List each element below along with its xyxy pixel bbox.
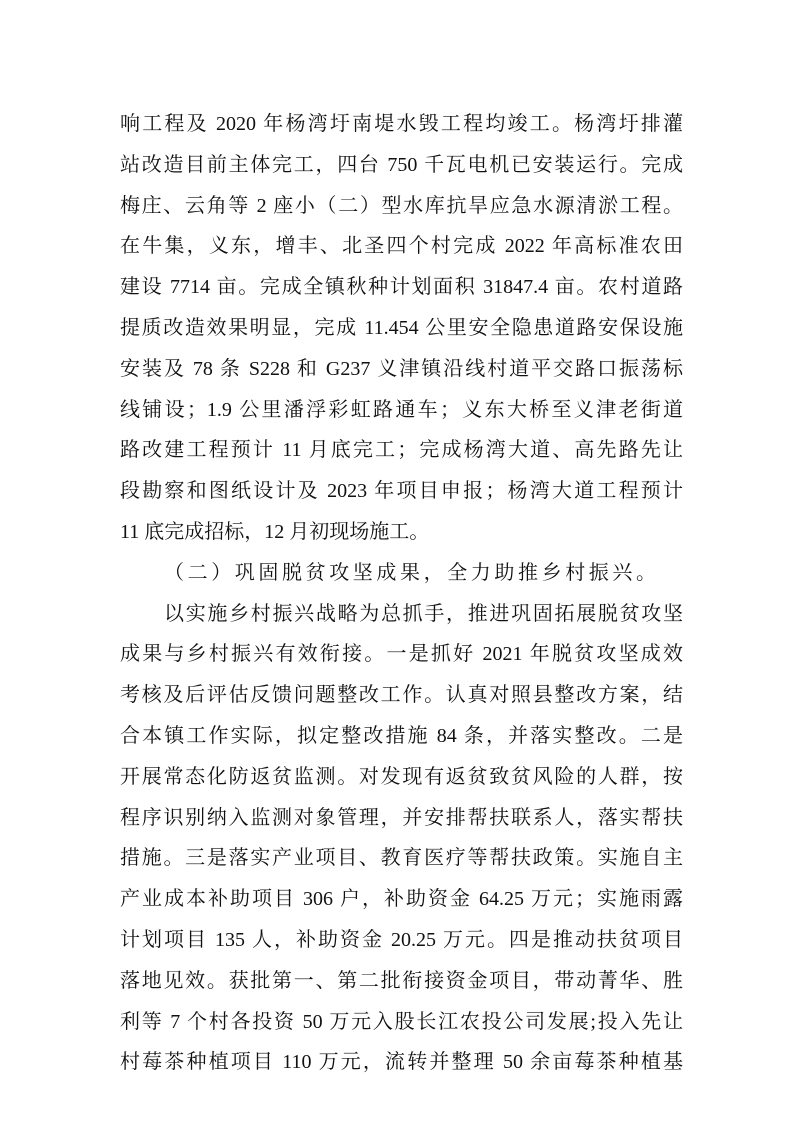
text-line: 安装及 78 条 S228 和 G237 义津镇沿线村道平交路口振荡标: [120, 357, 683, 380]
text-line: 提质改造效果明显，完成 11.454 公里安全隐患道路安保设施: [120, 316, 683, 339]
text-line: 以实施乡村振兴战略为总抓手，推进巩固拓展脱贫攻坚: [164, 602, 683, 625]
text-line: 梅庄、云角等 2 座小（二）型水库抗旱应急水源清淤工程。: [120, 194, 683, 217]
text-line: 村莓茶种植项目 110 万元，流转并整理 50 余亩莓茶种植基: [120, 1051, 683, 1074]
document-page: [120, 104, 683, 1083]
text-line: 程序识别纳入监测对象管理，并安排帮扶联系人，落实帮扶: [120, 806, 683, 829]
text-line: 合本镇工作实际，拟定整改措施 84 条，并落实整改。二是: [120, 724, 683, 747]
text-line: 11 底完成招标，12 月初现场施工。: [120, 520, 430, 543]
paragraph-poverty-alleviation: [120, 594, 683, 1084]
text-line: 响工程及 2020 年杨湾圩南堤水毁工程均竣工。杨湾圩排灌: [120, 113, 683, 135]
text-line: 建设 7714 亩。完成全镇秋种计划面积 31847.4 亩。农村道路: [120, 276, 683, 299]
text-line: 线铺设；1.9 公里潘浮彩虹路通车；义东大桥至义津老街道: [120, 398, 683, 421]
text-line: 措施。三是落实产业项目、教育医疗等帮扶政策。实施自主: [120, 847, 683, 870]
text-line: 落地见效。获批第一、第二批衔接资金项目，带动菁华、胜: [120, 969, 683, 992]
text-line: 成果与乡村振兴有效衔接。一是抓好 2021 年脱贫攻坚成效: [120, 643, 683, 666]
text-line: 开展常态化防返贫监测。对发现有返贫致贫风险的人群，按: [120, 765, 683, 788]
text-line: 计划项目 135 人，补助资金 20.25 万元。四是推动扶贫项目: [120, 928, 683, 951]
text-line: 在牛集，义东，增丰、北圣四个村完成 2022 年高标准农田: [120, 235, 683, 258]
section-heading: （二）巩固脱贫攻坚成果，全力助推乡村振兴。: [164, 561, 660, 584]
text-line: 考核及后评估反馈问题整改工作。认真对照县整改方案，结: [120, 684, 683, 707]
text-line: 利等 7 个村各投资 50 万元入股长江农投公司发展;投入先让: [120, 1010, 683, 1033]
text-line: 路改建工程预计 11 月底完工；完成杨湾大道、高先路先让: [120, 439, 683, 462]
text-line: 站改造目前主体完工，四台 750 千瓦电机已安装运行。完成: [120, 153, 683, 176]
text-line: 产业成本补助项目 306 户，补助资金 64.25 万元；实施雨露: [120, 888, 683, 911]
text-line: 段勘察和图纸设计及 2023 年项目申报；杨湾大道工程预计: [120, 480, 683, 503]
paragraph-infrastructure: [120, 104, 683, 553]
